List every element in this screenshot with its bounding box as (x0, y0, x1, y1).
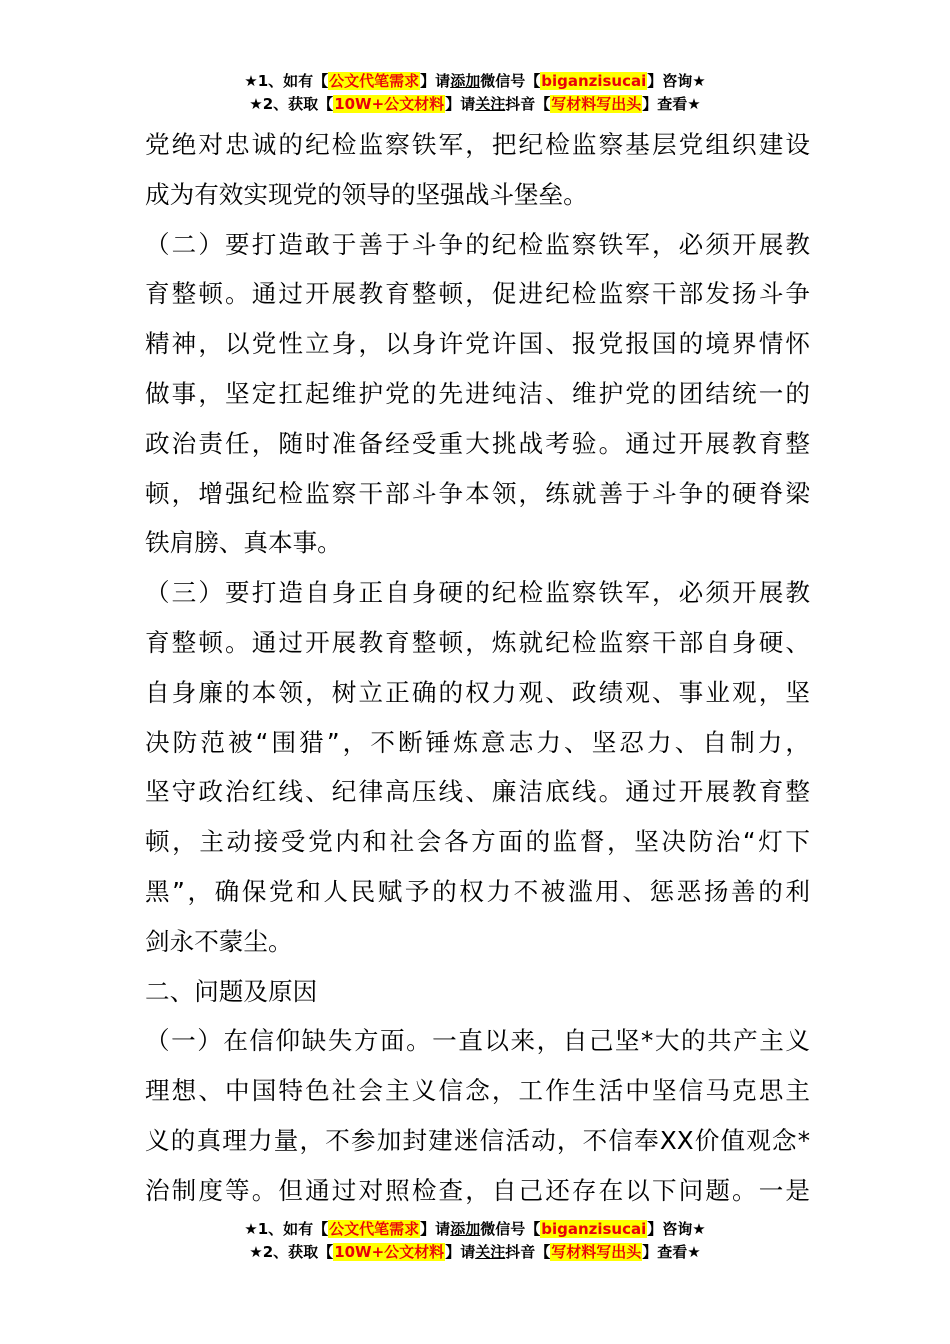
banner-text: ★2、获取【 (249, 1243, 334, 1261)
highlight-materials: 10W+公文材料 (334, 95, 445, 113)
highlight-douyin: 写材料写出头 (551, 95, 642, 113)
body-line: （一）在信仰缺失方面。一直以来，自己坚*大的共产主义 (145, 1026, 810, 1056)
underlined-add: 添加 (450, 1220, 481, 1238)
body-line: （二）要打造敢于善于斗争的纪检监察铁军，必须开展教 (145, 229, 810, 259)
banner-text: 】查看★ (642, 95, 701, 113)
banner-text: 】查看★ (642, 1243, 701, 1261)
body-line: （三）要打造自身正自身硬的纪检监察铁军，必须开展教 (145, 578, 810, 608)
body-line: 育整顿。通过开展教育整顿，炼就纪检监察干部自身硬、 (145, 627, 810, 657)
banner-text: 】咨询★ (647, 1220, 706, 1238)
highlight-materials: 10W+公文材料 (334, 1243, 445, 1261)
underlined-follow: 关注 (475, 95, 506, 113)
body-line: 铁肩膀、真本事。 (145, 528, 342, 558)
banner-text: 】咨询★ (647, 72, 706, 90)
footer-banner (0, 1218, 950, 1264)
body-line: 坚守政治红线、纪律高压线、廉洁底线。通过开展教育整 (145, 777, 810, 807)
body-line: 政治责任，随时准备经受重大挑战考验。通过开展教育整 (145, 428, 810, 458)
banner-text: 抖音【 (505, 1243, 551, 1261)
highlight-service: 公文代笔需求 (329, 72, 420, 90)
body-line: 自身廉的本领，树立正确的权力观、政绩观、事业观，坚 (145, 677, 810, 707)
highlight-douyin: 写材料写出头 (551, 1243, 642, 1261)
highlight-service: 公文代笔需求 (329, 1220, 420, 1238)
body-line: 精神，以党性立身，以身许党许国、报党报国的境界情怀 (145, 329, 810, 359)
banner-text: 抖音【 (505, 95, 551, 113)
body-line: 二、问题及原因 (145, 976, 318, 1006)
body-line: 党绝对忠诚的纪检监察铁军，把纪检监察基层党组织建设 (145, 130, 810, 159)
body-line: 做事，坚定扛起维护党的先进纯洁、维护党的团结统一的 (145, 378, 810, 408)
body-line: 治制度等。但通过对照检查，自己还存在以下问题。一是 (145, 1175, 810, 1205)
banner-line-1 (0, 70, 950, 93)
body-line: 黑”，确保党和人民赋予的权力不被滥用、惩恶扬善的利 (145, 876, 810, 906)
banner-line-2 (0, 1241, 950, 1264)
banner-line-1 (0, 1218, 950, 1241)
banner-text: ★1、如有【 (244, 72, 329, 90)
highlight-wechat-id: biganzisucai (541, 72, 647, 90)
body-line: 决防范被“围猎”，不断锤炼意志力、坚忍力、自制力， (145, 727, 810, 757)
banner-text: 】请 (420, 1220, 451, 1238)
banner-text: 】请 (445, 95, 476, 113)
body-line: 理想、中国特色社会主义信念，工作生活中坚信马克思主 (145, 1076, 810, 1106)
banner-text: 微信号【 (480, 1220, 541, 1238)
banner-text: ★2、获取【 (249, 95, 334, 113)
banner-line-2 (0, 93, 950, 116)
banner-text: 微信号【 (480, 72, 541, 90)
body-line: 成为有效实现党的领导的坚强战斗堡垒。 (145, 179, 588, 209)
banner-text: 】请 (445, 1243, 476, 1261)
body-line: 剑永不蒙尘。 (145, 926, 293, 956)
body-line: 顿，主动接受党内和社会各方面的监督，坚决防治“灯下 (145, 827, 810, 857)
body-line: 育整顿。通过开展教育整顿，促进纪检监察干部发扬斗争 (145, 279, 810, 309)
banner-text: ★1、如有【 (244, 1220, 329, 1238)
body-line: 顿，增强纪检监察干部斗争本领，练就善于斗争的硬脊梁 (145, 478, 810, 508)
body-line: 义的真理力量，不参加封建迷信活动，不信奉XX价值观念* (145, 1125, 810, 1155)
banner-text: 】请 (420, 72, 451, 90)
header-banner (0, 70, 950, 116)
highlight-wechat-id: biganzisucai (541, 1220, 647, 1238)
document-body (145, 120, 810, 1216)
underlined-add: 添加 (450, 72, 481, 90)
underlined-follow: 关注 (475, 1243, 506, 1261)
